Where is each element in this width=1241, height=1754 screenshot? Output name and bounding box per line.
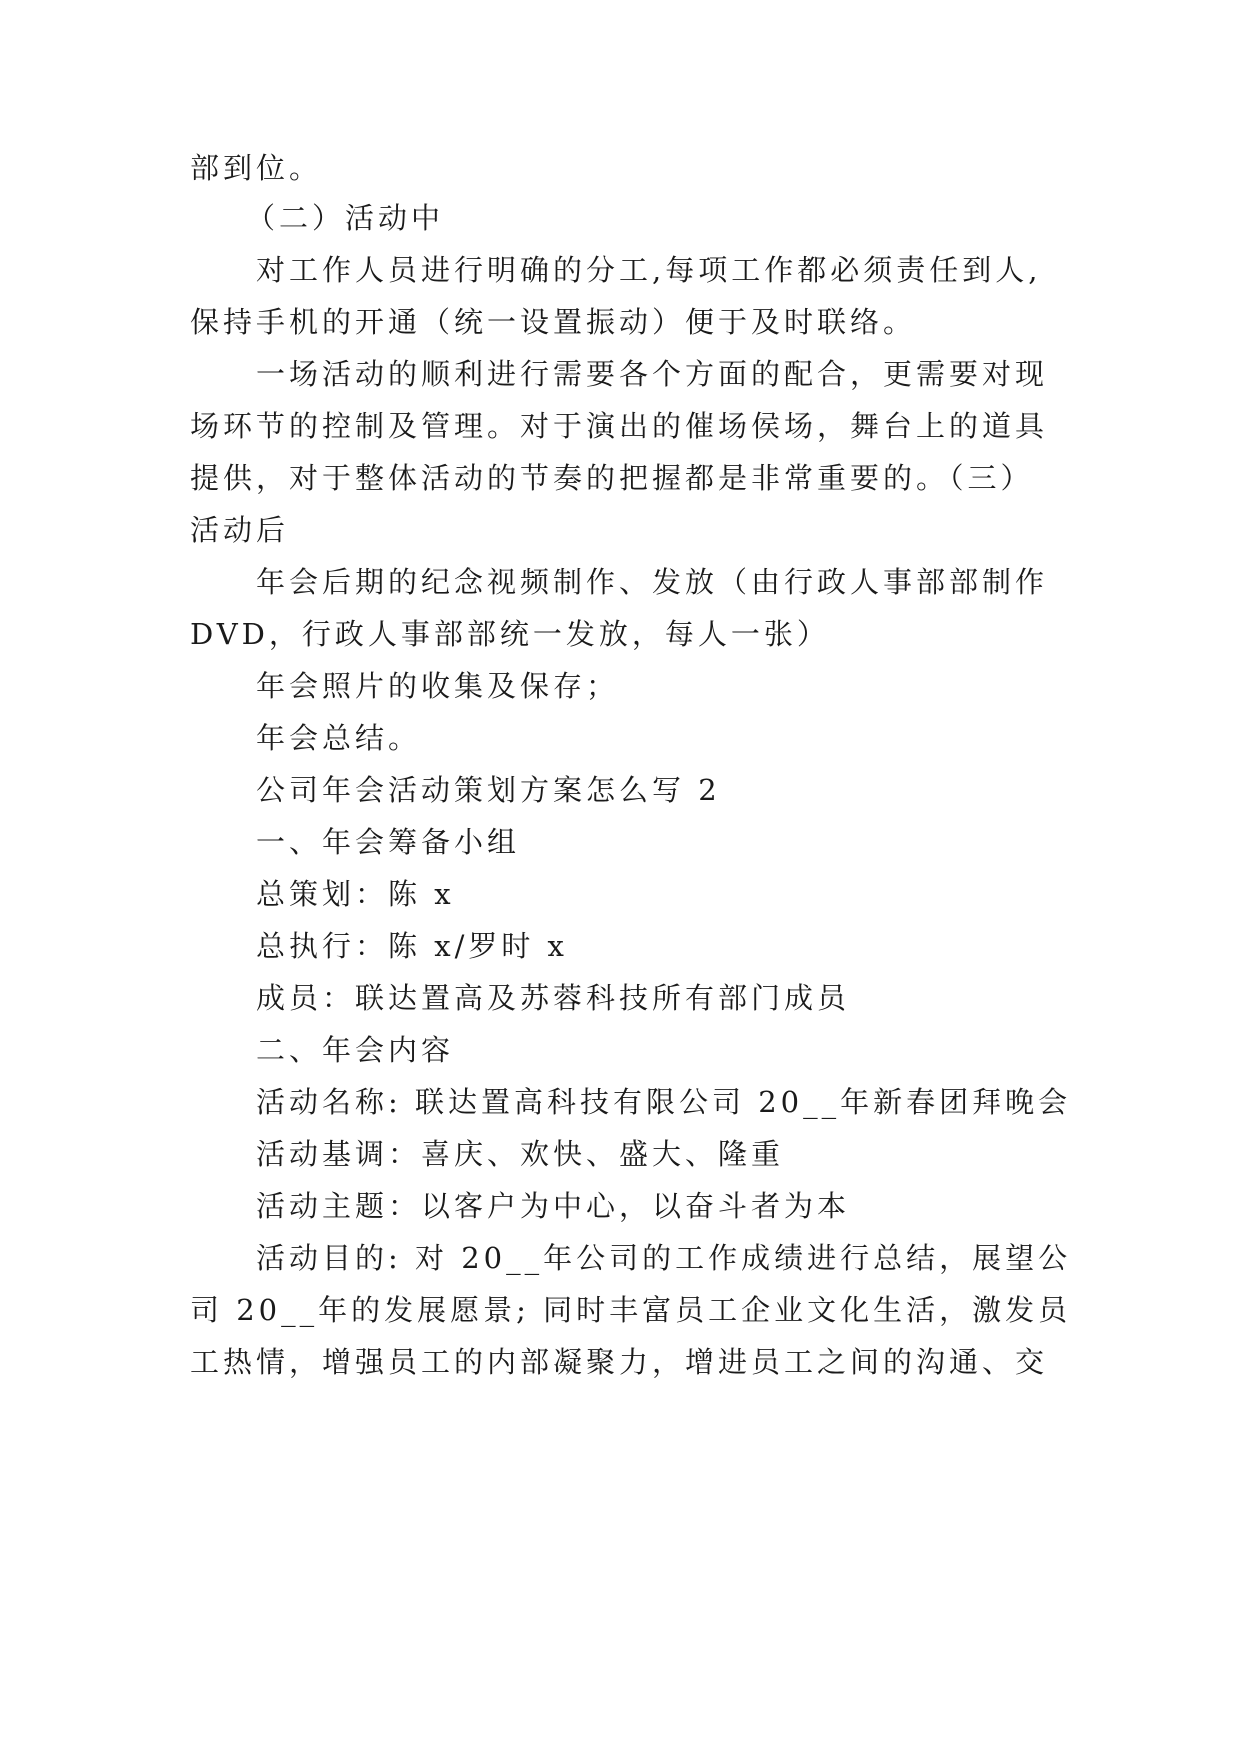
section-heading: （二）活动中 [246, 201, 445, 235]
text-line: 保持手机的开通（统一设置振动）便于及时联络。 [190, 305, 917, 339]
text-line: DVD，行政人事部部统一发放，每人一张） [190, 617, 830, 651]
text-line: 活动主题：以客户为中心，以奋斗者为本 [256, 1189, 851, 1223]
text-line: 场环节的控制及管理。对于演出的催场侯场，舞台上的道具 [190, 409, 1049, 443]
text-line: 总执行：陈 x/罗时 x [256, 929, 568, 963]
text-line: 年会总结。 [256, 721, 422, 755]
text-line: 司 20__年的发展愿景; 同时丰富员工企业文化生活，激发员 [190, 1293, 1072, 1327]
text-line: 部到位。 [190, 151, 323, 185]
text-line: 活动后 [190, 513, 290, 547]
text-line: 活动名称: 联达置高科技有限公司 20__年新春团拜晚会 [256, 1085, 1072, 1119]
text-line: 对工作人员进行明确的分工,每项工作都必须责任到人, [256, 253, 1042, 287]
section-heading: 一、年会筹备小组 [256, 825, 521, 859]
text-line: 活动基调：喜庆、欢快、盛大、隆重 [256, 1137, 785, 1171]
text-line: 提供，对于整体活动的节奏的把握都是非常重要的。（三） [190, 461, 1034, 495]
text-line: 年会后期的纪念视频制作、发放（由行政人事部部制作 [256, 565, 1049, 599]
text-line: 总策划：陈 x [256, 877, 455, 911]
text-line: 成员：联达置高及苏蓉科技所有部门成员 [256, 981, 851, 1015]
text-line: 工热情，增强员工的内部凝聚力，增进员工之间的沟通、交 [190, 1345, 1049, 1379]
text-line: 一场活动的顺利进行需要各个方面的配合，更需要对现 [256, 357, 1049, 391]
text-line: 年会照片的收集及保存； [256, 669, 620, 703]
section-heading: 二、年会内容 [256, 1033, 455, 1067]
text-line: 活动目的: 对 20__年公司的工作成绩进行总结，展望公 [256, 1241, 1072, 1275]
document-subtitle: 公司年会活动策划方案怎么写 2 [256, 773, 721, 807]
